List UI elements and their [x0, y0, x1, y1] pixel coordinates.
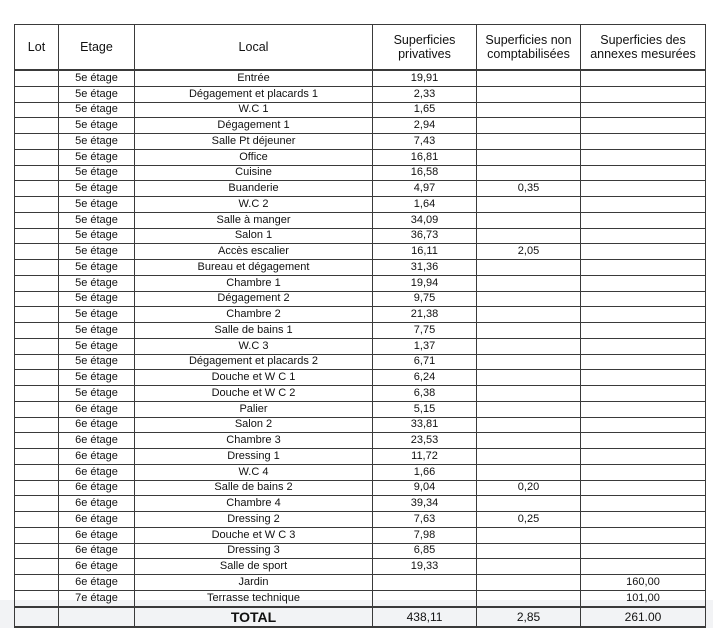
header-non-comptabilisees-label: Superficies non comptabilisées	[485, 33, 572, 61]
cell-lot	[15, 102, 59, 118]
cell-non-comptabilisees	[477, 449, 581, 465]
cell-non-comptabilisees	[477, 417, 581, 433]
cell-etage: 5e étage	[59, 181, 135, 197]
cell-privatives: 7,43	[373, 134, 477, 150]
cell-etage: 5e étage	[59, 197, 135, 213]
table-footer	[15, 607, 706, 627]
cell-privatives: 9,04	[373, 480, 477, 496]
cell-etage: 5e étage	[59, 323, 135, 339]
cell-annexes	[581, 86, 706, 102]
cell-privatives: 11,72	[373, 449, 477, 465]
cell-local: Dégagement 1	[135, 118, 373, 134]
table-row	[15, 590, 706, 606]
cell-privatives: 9,75	[373, 291, 477, 307]
cell-lot	[15, 354, 59, 370]
header-local: Local	[135, 25, 373, 71]
cell-local: Salle Pt déjeuner	[135, 134, 373, 150]
cell-non-comptabilisees	[477, 527, 581, 543]
cell-lot	[15, 559, 59, 575]
cell-privatives: 7,63	[373, 512, 477, 528]
table-row	[15, 118, 706, 134]
cell-local: Salle à manger	[135, 212, 373, 228]
cell-annexes	[581, 307, 706, 323]
cell-privatives: 1,66	[373, 464, 477, 480]
cell-etage: 5e étage	[59, 102, 135, 118]
cell-annexes	[581, 512, 706, 528]
cell-non-comptabilisees	[477, 228, 581, 244]
cell-etage: 6e étage	[59, 543, 135, 559]
cell-lot	[15, 244, 59, 260]
cell-non-comptabilisees	[477, 149, 581, 165]
cell-annexes	[581, 496, 706, 512]
cell-privatives: 7,98	[373, 527, 477, 543]
cell-annexes	[581, 370, 706, 386]
table-row	[15, 386, 706, 402]
cell-lot	[15, 575, 59, 591]
header-lot: Lot	[15, 25, 59, 71]
header-etage: Etage	[59, 25, 135, 71]
cell-etage: 6e étage	[59, 464, 135, 480]
cell-lot	[15, 590, 59, 606]
cell-non-comptabilisees	[477, 323, 581, 339]
cell-privatives: 2,33	[373, 86, 477, 102]
cell-lot	[15, 496, 59, 512]
cell-annexes	[581, 543, 706, 559]
cell-lot	[15, 291, 59, 307]
cell-privatives: 16,81	[373, 149, 477, 165]
table-row	[15, 165, 706, 181]
cell-privatives: 16,11	[373, 244, 477, 260]
header-annexes-label: Superficies des annexes mesurées	[590, 33, 696, 61]
cell-etage: 5e étage	[59, 338, 135, 354]
cell-etage: 5e étage	[59, 386, 135, 402]
cell-lot	[15, 512, 59, 528]
cell-annexes	[581, 401, 706, 417]
cell-lot	[15, 449, 59, 465]
cell-non-comptabilisees	[477, 86, 581, 102]
table-row	[15, 433, 706, 449]
cell-annexes	[581, 464, 706, 480]
cell-non-comptabilisees	[477, 102, 581, 118]
cell-local: Cuisine	[135, 165, 373, 181]
cell-local: Salle de sport	[135, 559, 373, 575]
cell-etage: 6e étage	[59, 527, 135, 543]
cell-annexes	[581, 212, 706, 228]
cell-non-comptabilisees: 0,20	[477, 480, 581, 496]
total-privatives: 438,11	[373, 607, 477, 627]
cell-annexes	[581, 70, 706, 86]
table-row	[15, 134, 706, 150]
table-row	[15, 417, 706, 433]
cell-annexes	[581, 228, 706, 244]
cell-local: W.C 4	[135, 464, 373, 480]
cell-annexes	[581, 244, 706, 260]
cell-local: Office	[135, 149, 373, 165]
cell-etage: 5e étage	[59, 165, 135, 181]
cell-local: Dressing 1	[135, 449, 373, 465]
table-row	[15, 401, 706, 417]
cell-privatives: 33,81	[373, 417, 477, 433]
cell-lot	[15, 543, 59, 559]
cell-annexes	[581, 433, 706, 449]
cell-privatives: 16,58	[373, 165, 477, 181]
cell-local: Douche et W C 3	[135, 527, 373, 543]
cell-privatives: 6,71	[373, 354, 477, 370]
cell-local: Entrée	[135, 70, 373, 86]
table-row	[15, 370, 706, 386]
cell-non-comptabilisees	[477, 433, 581, 449]
cell-etage: 5e étage	[59, 70, 135, 86]
cell-etage: 5e étage	[59, 307, 135, 323]
cell-privatives: 6,38	[373, 386, 477, 402]
cell-annexes	[581, 197, 706, 213]
cell-etage: 5e étage	[59, 260, 135, 276]
cell-non-comptabilisees	[477, 275, 581, 291]
cell-privatives: 36,73	[373, 228, 477, 244]
cell-lot	[15, 480, 59, 496]
cell-privatives: 19,91	[373, 70, 477, 86]
cell-lot	[15, 260, 59, 276]
cell-non-comptabilisees	[477, 70, 581, 86]
cell-lot	[15, 118, 59, 134]
cell-etage: 7e étage	[59, 590, 135, 606]
cell-privatives: 1,37	[373, 338, 477, 354]
table-row	[15, 181, 706, 197]
cell-local: W.C 2	[135, 197, 373, 213]
total-lot-cell	[15, 607, 59, 627]
table-row	[15, 197, 706, 213]
cell-privatives: 1,65	[373, 102, 477, 118]
table-row	[15, 559, 706, 575]
cell-local: Salle de bains 1	[135, 323, 373, 339]
cell-annexes	[581, 449, 706, 465]
table-row	[15, 149, 706, 165]
total-non-comptabilisees: 2,85	[477, 607, 581, 627]
total-etage-cell	[59, 607, 135, 627]
header-annexes	[581, 25, 706, 71]
table-row	[15, 212, 706, 228]
cell-annexes	[581, 181, 706, 197]
cell-etage: 5e étage	[59, 212, 135, 228]
total-row	[15, 607, 706, 627]
table-row	[15, 480, 706, 496]
cell-local: W.C 3	[135, 338, 373, 354]
cell-local: Salon 2	[135, 417, 373, 433]
table-row	[15, 496, 706, 512]
cell-privatives: 31,36	[373, 260, 477, 276]
cell-non-comptabilisees	[477, 134, 581, 150]
cell-etage: 5e étage	[59, 149, 135, 165]
cell-local: Dressing 3	[135, 543, 373, 559]
cell-lot	[15, 197, 59, 213]
cell-lot	[15, 338, 59, 354]
cell-privatives: 39,34	[373, 496, 477, 512]
cell-annexes	[581, 165, 706, 181]
cell-local: Buanderie	[135, 181, 373, 197]
cell-etage: 5e étage	[59, 86, 135, 102]
cell-annexes	[581, 275, 706, 291]
cell-lot	[15, 307, 59, 323]
cell-annexes	[581, 480, 706, 496]
cell-non-comptabilisees: 2,05	[477, 244, 581, 260]
cell-local: Bureau et dégagement	[135, 260, 373, 276]
cell-etage: 5e étage	[59, 134, 135, 150]
cell-local: Dressing 2	[135, 512, 373, 528]
cell-etage: 6e étage	[59, 433, 135, 449]
cell-annexes	[581, 338, 706, 354]
table-header	[15, 25, 706, 71]
cell-etage: 5e étage	[59, 354, 135, 370]
cell-non-comptabilisees: 0,35	[477, 181, 581, 197]
cell-lot	[15, 134, 59, 150]
cell-etage: 5e étage	[59, 370, 135, 386]
total-annexes: 261.00	[581, 607, 706, 627]
cell-local: Dégagement et placards 2	[135, 354, 373, 370]
cell-lot	[15, 386, 59, 402]
cell-privatives: 2,94	[373, 118, 477, 134]
cell-non-comptabilisees	[477, 307, 581, 323]
cell-privatives: 7,75	[373, 323, 477, 339]
cell-privatives	[373, 590, 477, 606]
cell-local: Dégagement et placards 1	[135, 86, 373, 102]
cell-lot	[15, 370, 59, 386]
cell-etage: 5e étage	[59, 228, 135, 244]
cell-non-comptabilisees	[477, 543, 581, 559]
cell-etage: 5e étage	[59, 275, 135, 291]
cell-privatives: 5,15	[373, 401, 477, 417]
cell-non-comptabilisees	[477, 291, 581, 307]
cell-lot	[15, 86, 59, 102]
cell-lot	[15, 401, 59, 417]
cell-non-comptabilisees	[477, 590, 581, 606]
cell-etage: 6e étage	[59, 449, 135, 465]
table-row	[15, 102, 706, 118]
cell-privatives: 1,64	[373, 197, 477, 213]
table-row	[15, 338, 706, 354]
cell-lot	[15, 417, 59, 433]
table-row	[15, 512, 706, 528]
table-row	[15, 275, 706, 291]
cell-local: Douche et W C 1	[135, 370, 373, 386]
header-non-comptabilisees	[477, 25, 581, 71]
cell-non-comptabilisees	[477, 575, 581, 591]
cell-annexes: 160,00	[581, 575, 706, 591]
cell-privatives: 34,09	[373, 212, 477, 228]
cell-lot	[15, 323, 59, 339]
cell-non-comptabilisees	[477, 165, 581, 181]
cell-non-comptabilisees	[477, 559, 581, 575]
header-privatives	[373, 25, 477, 71]
table-row	[15, 449, 706, 465]
table-row	[15, 244, 706, 260]
cell-privatives: 6,85	[373, 543, 477, 559]
cell-annexes	[581, 291, 706, 307]
table-row	[15, 354, 706, 370]
cell-non-comptabilisees	[477, 464, 581, 480]
cell-lot	[15, 181, 59, 197]
header-row	[15, 25, 706, 71]
cell-lot	[15, 212, 59, 228]
cell-etage: 6e étage	[59, 496, 135, 512]
cell-local: Salon 1	[135, 228, 373, 244]
cell-non-comptabilisees	[477, 370, 581, 386]
total-label: TOTAL	[135, 607, 373, 627]
table-row	[15, 260, 706, 276]
cell-local: Jardin	[135, 575, 373, 591]
cell-annexes	[581, 149, 706, 165]
cell-privatives: 23,53	[373, 433, 477, 449]
cell-annexes: 101,00	[581, 590, 706, 606]
cell-etage: 6e étage	[59, 417, 135, 433]
cell-annexes	[581, 354, 706, 370]
cell-annexes	[581, 527, 706, 543]
cell-local: Accès escalier	[135, 244, 373, 260]
cell-non-comptabilisees	[477, 496, 581, 512]
cell-non-comptabilisees	[477, 386, 581, 402]
cell-lot	[15, 165, 59, 181]
cell-local: Terrasse technique	[135, 590, 373, 606]
table-body	[15, 70, 706, 607]
table-row	[15, 543, 706, 559]
table-row	[15, 228, 706, 244]
cell-etage: 5e étage	[59, 118, 135, 134]
cell-annexes	[581, 134, 706, 150]
cell-annexes	[581, 559, 706, 575]
cell-lot	[15, 527, 59, 543]
cell-lot	[15, 149, 59, 165]
cell-etage: 5e étage	[59, 244, 135, 260]
cell-lot	[15, 275, 59, 291]
cell-local: Salle de bains 2	[135, 480, 373, 496]
cell-annexes	[581, 260, 706, 276]
cell-annexes	[581, 118, 706, 134]
cell-local: Chambre 3	[135, 433, 373, 449]
cell-non-comptabilisees	[477, 401, 581, 417]
cell-non-comptabilisees	[477, 118, 581, 134]
table-row	[15, 527, 706, 543]
cell-annexes	[581, 102, 706, 118]
cell-local: Douche et W C 2	[135, 386, 373, 402]
cell-lot	[15, 228, 59, 244]
header-privatives-label: Superficies privatives	[393, 33, 456, 61]
cell-non-comptabilisees	[477, 354, 581, 370]
cell-annexes	[581, 323, 706, 339]
table-row	[15, 86, 706, 102]
table-row	[15, 323, 706, 339]
cell-privatives: 6,24	[373, 370, 477, 386]
cell-lot	[15, 70, 59, 86]
cell-annexes	[581, 386, 706, 402]
cell-non-comptabilisees	[477, 338, 581, 354]
cell-etage: 6e étage	[59, 512, 135, 528]
cell-lot	[15, 464, 59, 480]
cell-privatives: 19,33	[373, 559, 477, 575]
cell-privatives: 21,38	[373, 307, 477, 323]
cell-local: Chambre 4	[135, 496, 373, 512]
cell-etage: 6e étage	[59, 401, 135, 417]
table-row	[15, 464, 706, 480]
surface-table	[14, 24, 706, 628]
cell-etage: 6e étage	[59, 480, 135, 496]
cell-local: Chambre 2	[135, 307, 373, 323]
cell-privatives	[373, 575, 477, 591]
surface-table-sheet	[14, 24, 705, 628]
cell-non-comptabilisees	[477, 260, 581, 276]
cell-local: Palier	[135, 401, 373, 417]
cell-etage: 6e étage	[59, 575, 135, 591]
cell-etage: 5e étage	[59, 291, 135, 307]
cell-non-comptabilisees	[477, 212, 581, 228]
table-row	[15, 291, 706, 307]
cell-local: Dégagement 2	[135, 291, 373, 307]
cell-local: Chambre 1	[135, 275, 373, 291]
cell-non-comptabilisees	[477, 197, 581, 213]
table-row	[15, 575, 706, 591]
table-row	[15, 307, 706, 323]
table-row	[15, 70, 706, 86]
cell-privatives: 4,97	[373, 181, 477, 197]
cell-privatives: 19,94	[373, 275, 477, 291]
cell-etage: 6e étage	[59, 559, 135, 575]
cell-non-comptabilisees: 0,25	[477, 512, 581, 528]
cell-local: W.C 1	[135, 102, 373, 118]
cell-lot	[15, 433, 59, 449]
cell-annexes	[581, 417, 706, 433]
